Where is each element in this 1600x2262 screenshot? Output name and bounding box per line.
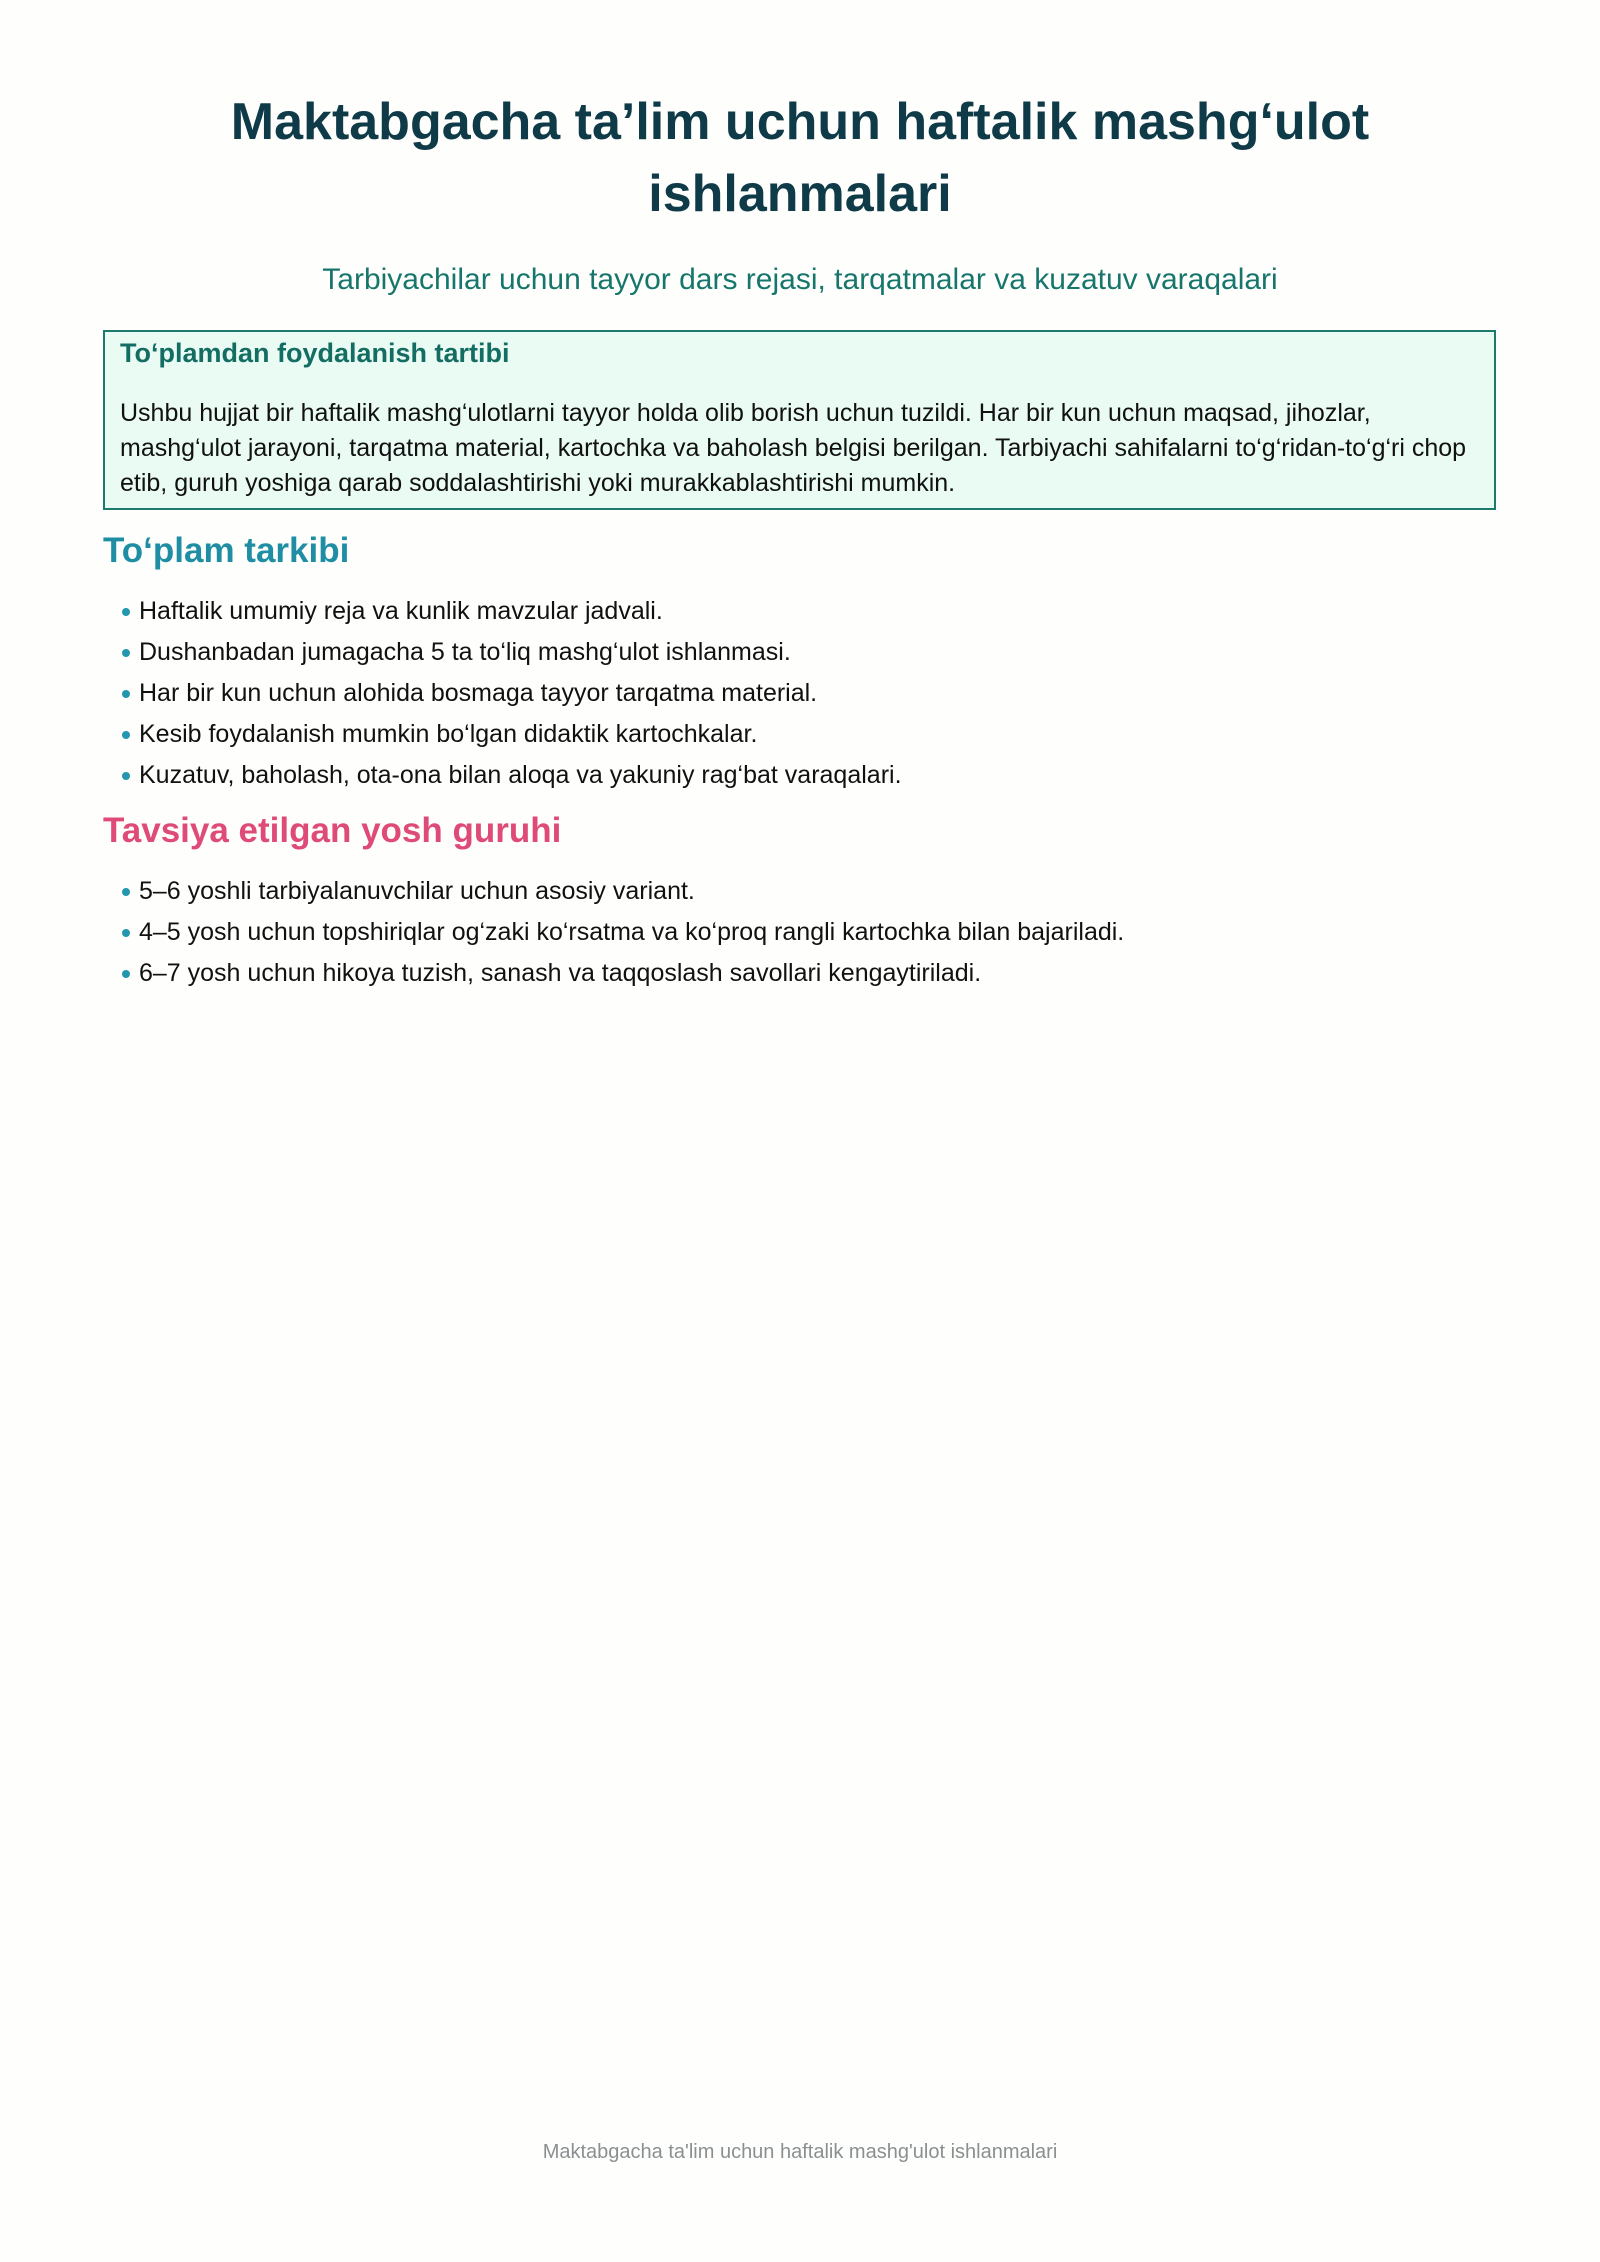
usage-info-text: Ushbu hujjat bir haftalik mashg‘ulotlarni tayyor holda olib borish uchun tuzildi. Har bir kun uchun maqsad, jihozlar, mashg‘ulot jarayoni, tarqatma material, kartochka va baholash belgisi berilgan. Tarbiyachi sahifalarni to‘g‘ridan-to‘g‘ri chop etib, guruh yoshiga qarab soddalashtirishi yoki murakkablashtirishi mumkin. bbox=[120, 399, 1467, 497]
document-title-line-2: ishlanmalari bbox=[648, 165, 952, 223]
bullet-dot-icon bbox=[122, 888, 130, 896]
usage-info-box bbox=[103, 330, 1496, 510]
age-group-heading: Tavsiya etilgan yosh guruhi bbox=[103, 811, 562, 850]
list-item-text: Har bir kun uchun alohida bosmaga tayyor tarqatma material. bbox=[139, 679, 818, 707]
usage-info-title: To‘plamdan foydalanish tartibi bbox=[120, 338, 510, 368]
list-item bbox=[122, 755, 902, 796]
list-item bbox=[122, 953, 1124, 994]
age-group-list bbox=[122, 871, 1124, 994]
document-title-line-1: Maktabgacha ta’lim uchun haftalik mashg‘ulot bbox=[230, 93, 1370, 151]
list-item bbox=[122, 912, 1124, 953]
list-item-text: Haftalik umumiy reja va kunlik mavzular jadvali. bbox=[139, 597, 663, 625]
contents-list bbox=[122, 591, 902, 796]
list-item-text: Dushanbadan jumagacha 5 ta to‘liq mashg‘ulot ishlanmasi. bbox=[139, 638, 791, 666]
bullet-dot-icon bbox=[122, 929, 130, 937]
list-item-text: 5–6 yoshli tarbiyalanuvchilar uchun asosiy variant. bbox=[139, 877, 695, 905]
bullet-dot-icon bbox=[122, 649, 130, 657]
list-item bbox=[122, 871, 1124, 912]
list-item-text: 6–7 yosh uchun hikoya tuzish, sanash va taqqoslash savollari kengaytiriladi. bbox=[139, 959, 982, 987]
list-item-text: Kesib foydalanish mumkin bo‘lgan didaktik kartochkalar. bbox=[139, 720, 758, 748]
list-item-text: 4–5 yosh uchun topshiriqlar og‘zaki ko‘rsatma va ko‘proq rangli kartochka bilan bajariladi. bbox=[139, 918, 1125, 946]
page-footer: Maktabgacha ta'lim uchun haftalik mashg'ulot ishlanmalari bbox=[542, 2141, 1058, 2163]
bullet-dot-icon bbox=[122, 772, 130, 780]
bullet-dot-icon bbox=[122, 690, 130, 698]
bullet-dot-icon bbox=[122, 731, 130, 739]
contents-heading: To‘plam tarkibi bbox=[103, 531, 350, 570]
list-item bbox=[122, 714, 902, 755]
list-item bbox=[122, 673, 902, 714]
document-title bbox=[0, 86, 1600, 230]
bullet-dot-icon bbox=[122, 608, 130, 616]
bullet-dot-icon bbox=[122, 970, 130, 978]
document-subtitle: Tarbiyachilar uchun tayyor dars rejasi, tarqatmalar va kuzatuv varaqalari bbox=[322, 263, 1278, 296]
list-item bbox=[122, 632, 902, 673]
list-item-text: Kuzatuv, baholash, ota-ona bilan aloqa va yakuniy rag‘bat varaqalari. bbox=[139, 761, 902, 789]
list-item bbox=[122, 591, 902, 632]
